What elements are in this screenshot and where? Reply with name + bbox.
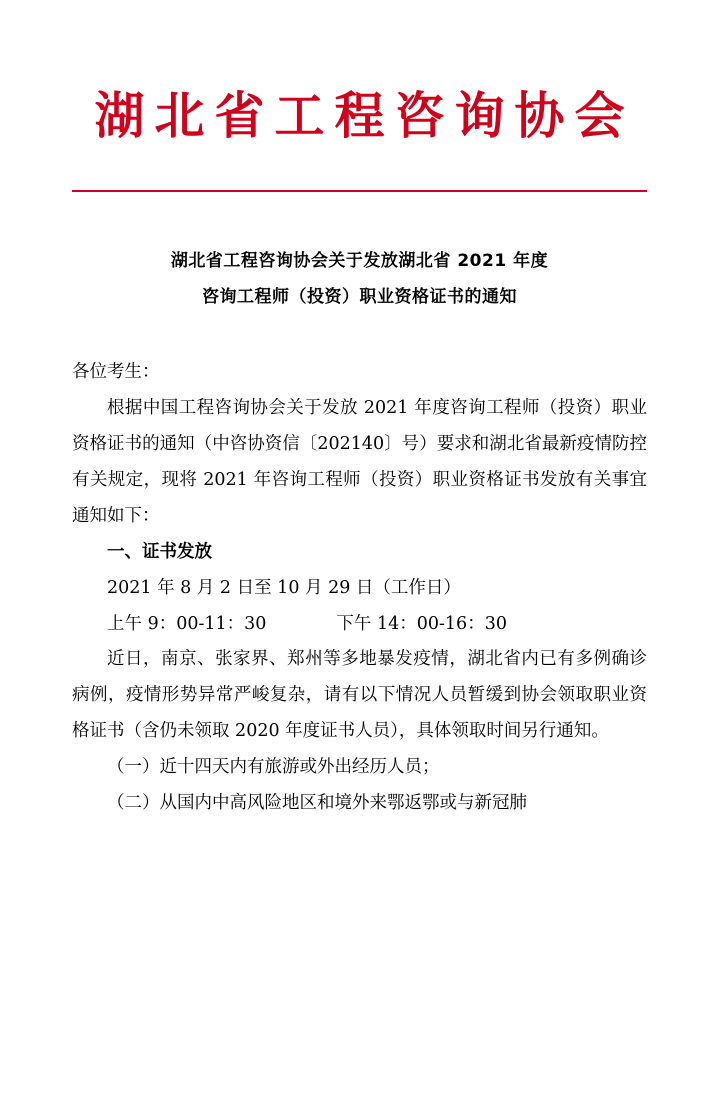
paragraph-epidemic-notice: 近日，南京、张家界、郑州等多地暴发疫情，湖北省内已有多例确诊病例，疫情形势异常严峻复杂，请有以下情况人员暂缓到协会领取职业资格证书（含仍未领取 2020 年度证书人员），具体领取时间另行通知。	[72, 649, 647, 742]
document-title-line-1: 湖北省工程咨询协会关于发放湖北省 2021 年度	[170, 251, 549, 271]
paragraph-background: 根据中国工程咨询协会关于发放 2021 年度咨询工程师（投资）职业资格证书的通知（中咨协资信〔202140〕号）要求和湖北省最新疫情防控有关规定，现将 2021 年咨询工程师（投资）职业资格证书发放有关事宜通知如下：	[72, 398, 647, 526]
section-heading-certificate-issuance: 一、证书发放	[107, 541, 212, 562]
paragraph-condition-one: （一）近十四天内有旅游或外出经历人员；	[107, 757, 440, 777]
paragraph-office-hours: 上午 9：00-11：30 下午 14：00-16：30	[107, 613, 507, 634]
paragraph-issuance-dates: 2021 年 8 月 2 日至 10 月 29 日（工作日）	[107, 577, 461, 598]
letterhead-divider	[72, 190, 647, 192]
document-body	[72, 355, 647, 821]
letterhead-title: 湖北省工程咨询协会	[94, 86, 635, 145]
salutation: 各位考生：	[72, 362, 160, 383]
document-title-line-2: 咨询工程师（投资）职业资格证书的通知	[202, 286, 517, 307]
paragraph-condition-two: （二）从国内中高风险地区和境外来鄂返鄂或与新冠肺	[107, 792, 527, 813]
document-page	[0, 86, 719, 1111]
document-title	[72, 244, 647, 315]
